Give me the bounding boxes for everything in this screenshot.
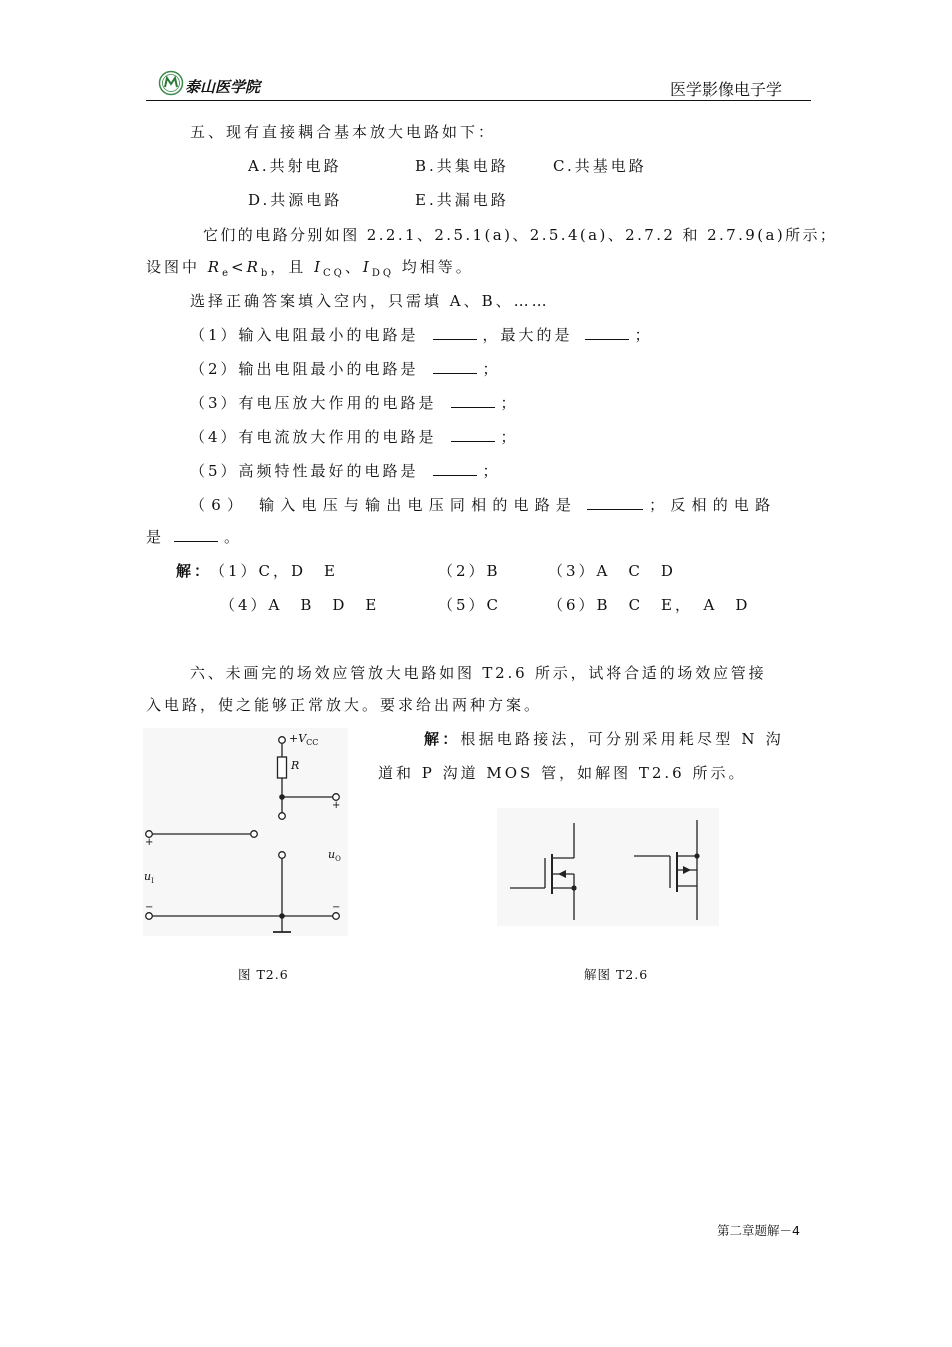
label-minus-in: −	[145, 902, 154, 913]
option-e: E.共漏电路	[415, 191, 509, 209]
answer-2: （2）B	[438, 562, 501, 580]
answer-blank	[585, 325, 629, 340]
label-ui-text: u	[144, 870, 152, 883]
desc-prefix: 设图中	[146, 258, 208, 276]
label-vcc	[289, 732, 318, 747]
q5-instruction: 选择正确答案填入空内，只需填 A、B、……	[190, 292, 550, 310]
school-name: 泰山医学院	[185, 78, 261, 96]
item-5	[190, 460, 501, 481]
answer-blank	[451, 393, 495, 408]
q5-intro: 五、现有直接耦合基本放大电路如下：	[190, 123, 497, 141]
item-4-text: （4）有电流放大作用的电路是	[190, 428, 437, 446]
option-d: D.共源电路	[248, 191, 343, 209]
item-2-text: （2）输出电阻最小的电路是	[190, 360, 419, 378]
symbol-idq-sub: DQ	[371, 268, 395, 279]
item-1	[190, 324, 653, 345]
figure-solution-caption: 解图 T2.6	[584, 967, 649, 982]
symbol-re-sub: e	[222, 268, 231, 279]
item-1-end: ；	[634, 326, 653, 344]
symbol-rb-sub: b	[260, 268, 271, 279]
course-title: 医学影像电子学	[670, 80, 783, 99]
figure-t26	[143, 728, 348, 936]
header-rule	[146, 100, 811, 101]
answer-6: （6）B C E， A D	[548, 596, 751, 614]
answer-blank	[587, 495, 643, 510]
symbol-rb: R	[246, 258, 261, 276]
q6-answer-line2: 道和 P 沟道 MOS 管，如解图 T2.6 所示。	[378, 764, 747, 782]
label-vcc-sub: CC	[306, 738, 319, 748]
item-6-text-b: ；反相的电路	[649, 496, 777, 514]
q5-description-line2	[146, 256, 474, 279]
q6-answer-line1	[424, 728, 784, 749]
symbol-icq-sub: CQ	[323, 268, 345, 279]
answer-blank	[433, 461, 477, 476]
item-5-text: （5）高频特性最好的电路是	[190, 462, 419, 480]
option-a: A.共射电路	[248, 157, 342, 175]
item-6-text-c: 是	[146, 528, 165, 546]
symbol-icq: I	[314, 258, 323, 276]
mosfet-diagram	[497, 808, 719, 926]
label-minus-out: −	[332, 902, 341, 913]
q6-answer-text: 根据电路接法，可分别采用耗尽型 N 沟	[460, 730, 784, 748]
desc-end: 均相等。	[394, 258, 474, 276]
item-3-text: （3）有电压放大作用的电路是	[190, 394, 437, 412]
p-channel-arrow	[683, 866, 691, 874]
desc-mid: ，且	[270, 258, 315, 276]
symbol-lt: <	[231, 258, 247, 276]
answer-blank	[433, 325, 477, 340]
answer-1: （1）C，D E	[210, 562, 338, 580]
page-footer: 第二章题解－4	[717, 1223, 800, 1238]
item-6-text: （6） 输入电压与输出电压同相的电路是	[190, 496, 578, 514]
symbol-re: R	[207, 258, 223, 276]
label-uo-text: u	[328, 848, 336, 861]
q5-answer-label: 解：	[176, 562, 213, 580]
item-3	[190, 392, 519, 413]
answer-blank	[433, 359, 477, 374]
item-4-end: ；	[500, 428, 519, 446]
circuit-diagram	[143, 728, 348, 936]
option-c: C.共基电路	[553, 157, 647, 175]
figure-solution	[497, 808, 719, 926]
label-uo-sub: O	[335, 855, 341, 864]
label-ui-sub: I	[151, 877, 154, 886]
answer-blank	[451, 427, 495, 442]
item-2	[190, 358, 501, 379]
answer-3: （3）A C D	[548, 562, 676, 580]
figure-t26-caption: 图 T2.6	[238, 967, 289, 982]
q6-line1: 六、未画完的场效应管放大电路如图 T2.6 所示，试将合适的场效应管接	[190, 664, 767, 682]
q5-description-line1: 它们的电路分别如图 2.2.1、2.5.1(a)、2.5.4(a)、2.7.2 和 2.7.9(a)所示；	[203, 226, 838, 244]
label-r: R	[291, 759, 300, 772]
label-plus-out: +	[332, 800, 341, 811]
item-6-end: 。	[224, 528, 243, 546]
desc-sep: 、	[344, 258, 363, 276]
label-plus-in: +	[145, 837, 154, 848]
item-4	[190, 426, 519, 447]
q6-line2: 入电路，使之能够正常放大。要求给出两种方案。	[146, 696, 543, 714]
school-logo-icon	[158, 70, 184, 96]
answer-blank	[174, 527, 218, 542]
item-2-end: ；	[482, 360, 501, 378]
item-5-end: ；	[482, 462, 501, 480]
answer-5: （5）C	[438, 596, 502, 614]
item-3-end: ；	[500, 394, 519, 412]
item-1-text-b: ，最大的是	[482, 326, 573, 344]
label-ui	[144, 870, 154, 885]
item-1-text: （1）输入电阻最小的电路是	[190, 326, 419, 344]
item-6-cont	[146, 526, 242, 547]
q6-answer-label: 解：	[424, 730, 461, 748]
answer-4: （4）A B D E	[220, 596, 380, 614]
label-uo	[328, 848, 341, 863]
option-b: B.共集电路	[415, 157, 509, 175]
n-channel-arrow	[558, 870, 566, 878]
item-6	[190, 494, 776, 515]
symbol-idq: I	[362, 258, 372, 276]
label-vcc-text: +V	[289, 732, 307, 745]
